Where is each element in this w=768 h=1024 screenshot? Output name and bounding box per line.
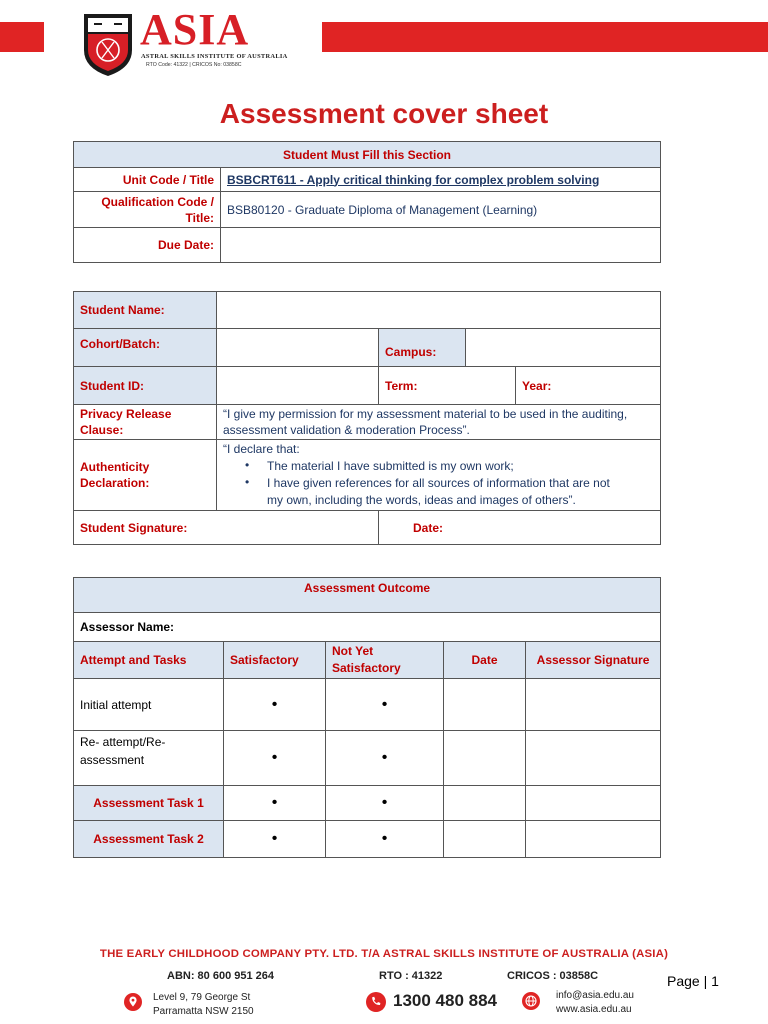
student-id-field[interactable]	[217, 367, 379, 405]
col-attempt-tasks: Attempt and Tasks	[74, 642, 224, 679]
authenticity-intro: “I declare that:	[223, 442, 300, 456]
qualification-label	[74, 192, 221, 228]
assessor-signature-cell[interactable]	[526, 821, 661, 858]
declaration-item-2-line-1: • I have given references for all sources of information that are not	[267, 476, 610, 490]
declaration-item-2-line-2: my own, including the words, ideas and images of others”.	[267, 493, 576, 507]
footer-address-line-1: Level 9, 79 George St	[153, 992, 251, 1003]
qualification-label-line-1: Qualification Code /	[101, 194, 214, 209]
table-row	[74, 731, 661, 786]
signature-row[interactable]	[74, 511, 379, 545]
cohort-label: Cohort/Batch:	[74, 329, 217, 367]
row-reattempt-line-2: assessment	[80, 753, 145, 767]
not-yet-satisfactory-bullet[interactable]: •	[326, 786, 444, 821]
footer-email[interactable]: info@asia.edu.au	[556, 990, 634, 1001]
footer-company: THE EARLY CHILDHOOD COMPANY PTY. LTD. T/A ASTRAL SKILLS INSTITUTE OF AUSTRALIA (ASIA)	[99, 948, 669, 960]
qualification-value: BSB80120 - Graduate Diploma of Management (Learning)	[221, 192, 661, 228]
col-assessor-signature: Assessor Signature	[526, 642, 661, 679]
term-label: Term:	[379, 367, 516, 405]
student-info-table	[73, 291, 661, 545]
satisfactory-bullet[interactable]: •	[224, 786, 326, 821]
assessor-signature-cell[interactable]	[526, 786, 661, 821]
student-id-label: Student ID:	[74, 367, 217, 405]
assessor-signature-cell[interactable]	[526, 731, 661, 786]
brand-name: ASIA	[140, 5, 250, 54]
campus-label: Campus:	[379, 329, 466, 367]
brand-rto-line: RTO Code: 41322 | CRICOS No: 03858C	[146, 62, 242, 68]
not-yet-satisfactory-bullet[interactable]: •	[326, 731, 444, 786]
brand-subtitle: ASTRAL SKILLS INSTITUTE OF AUSTRALIA	[141, 53, 288, 60]
student-name-label: Student Name:	[74, 292, 217, 329]
authenticity-text	[217, 440, 661, 511]
location-pin-icon	[124, 993, 142, 1011]
table-row	[74, 786, 661, 821]
due-date-label: Due Date:	[74, 228, 221, 263]
asia-shield-logo-icon	[82, 12, 134, 78]
unit-code-link[interactable]: BSBCRT611 - Apply critical thinking for complex problem solving	[227, 172, 600, 187]
declaration-list	[241, 458, 654, 509]
student-section-header: Student Must Fill this Section	[74, 142, 661, 168]
declaration-item	[241, 475, 654, 509]
footer-rto: RTO : 41322	[379, 970, 443, 982]
col-not-yet-satisfactory-line-1: Not Yet	[332, 644, 374, 658]
satisfactory-bullet[interactable]: •	[224, 821, 326, 858]
col-not-yet-satisfactory	[326, 642, 444, 679]
unit-info-table	[73, 141, 661, 263]
unit-code-label: Unit Code / Title	[74, 168, 221, 192]
authenticity-label-line-2: Declaration:	[80, 476, 150, 490]
col-satisfactory: Satisfactory	[224, 642, 326, 679]
privacy-text-line-1: “I give my permission for my assessment material to be used in the auditing,	[223, 407, 628, 421]
privacy-label-line-2: Clause:	[80, 423, 124, 437]
satisfactory-bullet[interactable]: •	[224, 679, 326, 731]
privacy-text	[217, 405, 661, 440]
assessor-signature-cell[interactable]	[526, 679, 661, 731]
row-reattempt-line-1: Re- attempt/Re-	[80, 735, 166, 749]
date-cell[interactable]	[444, 821, 526, 858]
table-row	[74, 821, 661, 858]
header-bar-left	[0, 22, 50, 52]
date-cell[interactable]	[444, 731, 526, 786]
declaration-item: • The material I have submitted is my own work;	[241, 458, 654, 475]
footer-abn: ABN: 80 600 951 264	[167, 970, 275, 982]
globe-icon	[522, 992, 540, 1010]
due-date-field[interactable]	[221, 228, 661, 263]
row-reattempt-label	[74, 731, 224, 786]
row-initial-attempt-label: Initial attempt	[74, 679, 224, 731]
footer-phone[interactable]: 1300 480 884	[393, 991, 497, 1010]
student-signature-label: Student Signature:	[80, 520, 188, 535]
qualification-label-line-2: Title:	[185, 210, 214, 225]
row-task-1-label: Assessment Task 1	[74, 786, 224, 821]
date-cell[interactable]	[444, 786, 526, 821]
assessment-outcome-header: Assessment Outcome	[74, 578, 661, 613]
page-number: Page | 1	[667, 973, 719, 989]
signature-date-cell[interactable]	[379, 511, 661, 545]
col-not-yet-satisfactory-line-2: Satisfactory	[332, 661, 401, 675]
not-yet-satisfactory-bullet[interactable]: •	[326, 821, 444, 858]
authenticity-label-line-1: Authenticity	[80, 460, 150, 474]
privacy-label-line-1: Privacy Release	[80, 407, 172, 421]
page-title: Assessment cover sheet	[219, 98, 549, 129]
not-yet-satisfactory-bullet[interactable]: •	[326, 679, 444, 731]
cohort-field[interactable]	[217, 329, 379, 367]
footer-website[interactable]: www.asia.edu.au	[556, 1004, 632, 1015]
date-cell[interactable]	[444, 679, 526, 731]
signature-date-label: Date:	[413, 520, 444, 535]
assessor-name-label: Assessor Name:	[80, 620, 175, 634]
footer-address	[153, 991, 254, 1019]
privacy-text-line-2: assessment validation & moderation Process”.	[223, 423, 470, 437]
authenticity-label	[74, 440, 217, 511]
campus-field[interactable]	[466, 329, 661, 367]
footer-cricos: CRICOS : 03858C	[507, 970, 599, 982]
footer-web	[556, 989, 634, 1017]
assessor-name-row[interactable]	[74, 613, 661, 642]
assessment-outcome-table	[73, 577, 661, 858]
privacy-label	[74, 405, 217, 440]
footer-address-line-2: Parramatta NSW 2150	[153, 1006, 254, 1017]
header-bar-right	[322, 22, 768, 52]
phone-icon	[366, 992, 386, 1012]
year-label: Year:	[516, 367, 661, 405]
table-row	[74, 679, 661, 731]
row-task-2-label: Assessment Task 2	[74, 821, 224, 858]
student-name-field[interactable]	[217, 292, 661, 329]
col-date: Date	[444, 642, 526, 679]
satisfactory-bullet[interactable]: •	[224, 731, 326, 786]
